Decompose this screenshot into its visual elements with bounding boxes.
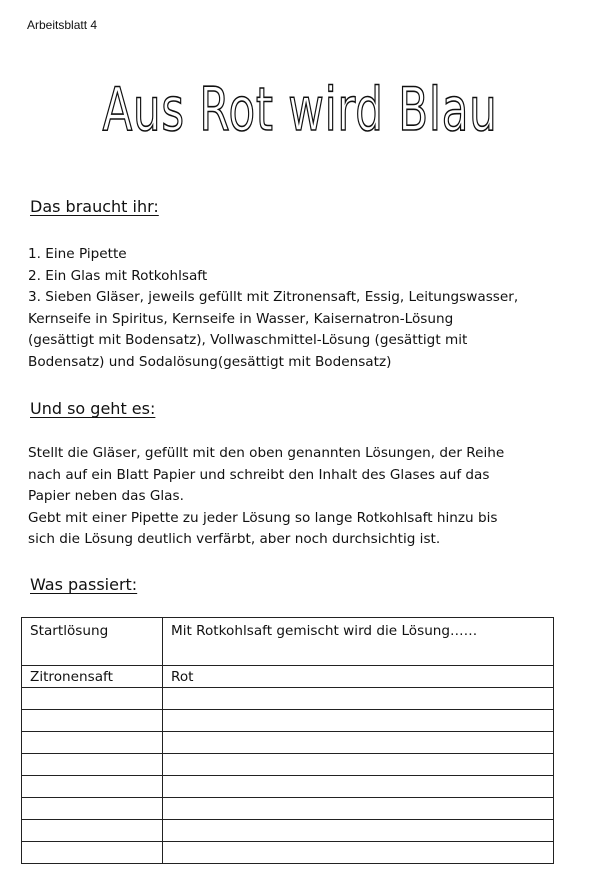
procedure-text	[28, 443, 573, 551]
table-cell	[22, 776, 163, 798]
table-header-cell: Startlösung	[22, 618, 163, 666]
materials-line: 3. Sieben Gläser, jeweils gefüllt mit Zitronensaft, Essig, Leitungswasser,	[28, 289, 519, 305]
procedure-line: Papier neben das Glas.	[28, 488, 184, 504]
table-row	[22, 820, 554, 842]
materials-line: Kernseife in Spiritus, Kernseife in Wasser, Kaisernatron-Lösung	[28, 310, 454, 327]
table-cell	[163, 820, 554, 842]
table-cell: Zitronensaft	[22, 666, 163, 688]
table-cell	[163, 688, 554, 710]
procedure-line: nach auf ein Blatt Papier und schreibt den Inhalt des Glases auf das	[28, 466, 490, 483]
table-cell	[163, 842, 554, 864]
procedure-line: Gebt mit einer Pipette zu jeder Lösung so lange Rotkohlsaft hinzu bis	[28, 509, 498, 526]
table-header-cell: Mit Rotkohlsaft gemischt wird die Lösung……	[163, 618, 554, 666]
page-title	[80, 60, 520, 160]
procedure-line: Stellt die Gläser, gefüllt mit den oben genannten Lösungen, der Reihe	[28, 445, 505, 461]
title-text: Aus Rot wird Blau	[102, 75, 498, 145]
title-outline-lettering	[80, 60, 520, 160]
table-cell	[22, 842, 163, 864]
table-cell	[163, 732, 554, 754]
procedure-line: sich die Lösung deutlich verfärbt, aber noch durchsichtig ist.	[28, 531, 441, 547]
table-cell	[163, 798, 554, 820]
table-row	[22, 666, 554, 688]
table-row	[22, 842, 554, 864]
table-cell	[22, 710, 163, 732]
table-cell	[22, 754, 163, 776]
materials-line: (gesättigt mit Bodensatz), Vollwaschmittel-Lösung (gesättigt mit	[28, 332, 468, 348]
table-cell: Rot	[163, 666, 554, 688]
materials-heading: Das braucht ihr:	[30, 197, 159, 216]
materials-line: 2. Ein Glas mit Rotkohlsaft	[28, 267, 208, 284]
materials-line: Bodensatz) und Sodalösung(gesättigt mit Bodensatz)	[28, 353, 392, 370]
table-row	[22, 688, 554, 710]
table-cell	[163, 754, 554, 776]
table-cell	[163, 776, 554, 798]
table-row	[22, 732, 554, 754]
table-row	[22, 776, 554, 798]
materials-line: 1. Eine Pipette	[28, 246, 127, 262]
table-row	[22, 710, 554, 732]
result-table	[21, 617, 554, 864]
result-heading: Was passiert:	[30, 575, 138, 594]
table-cell	[22, 820, 163, 842]
table-cell	[22, 732, 163, 754]
table-cell	[22, 688, 163, 710]
procedure-heading: Und so geht es:	[30, 399, 156, 418]
materials-list	[28, 244, 573, 373]
table-cell	[163, 710, 554, 732]
table-cell	[22, 798, 163, 820]
table-row	[22, 798, 554, 820]
sheet-label: Arbeitsblatt 4	[27, 18, 98, 32]
table-row	[22, 754, 554, 776]
table-header-row	[22, 618, 554, 666]
